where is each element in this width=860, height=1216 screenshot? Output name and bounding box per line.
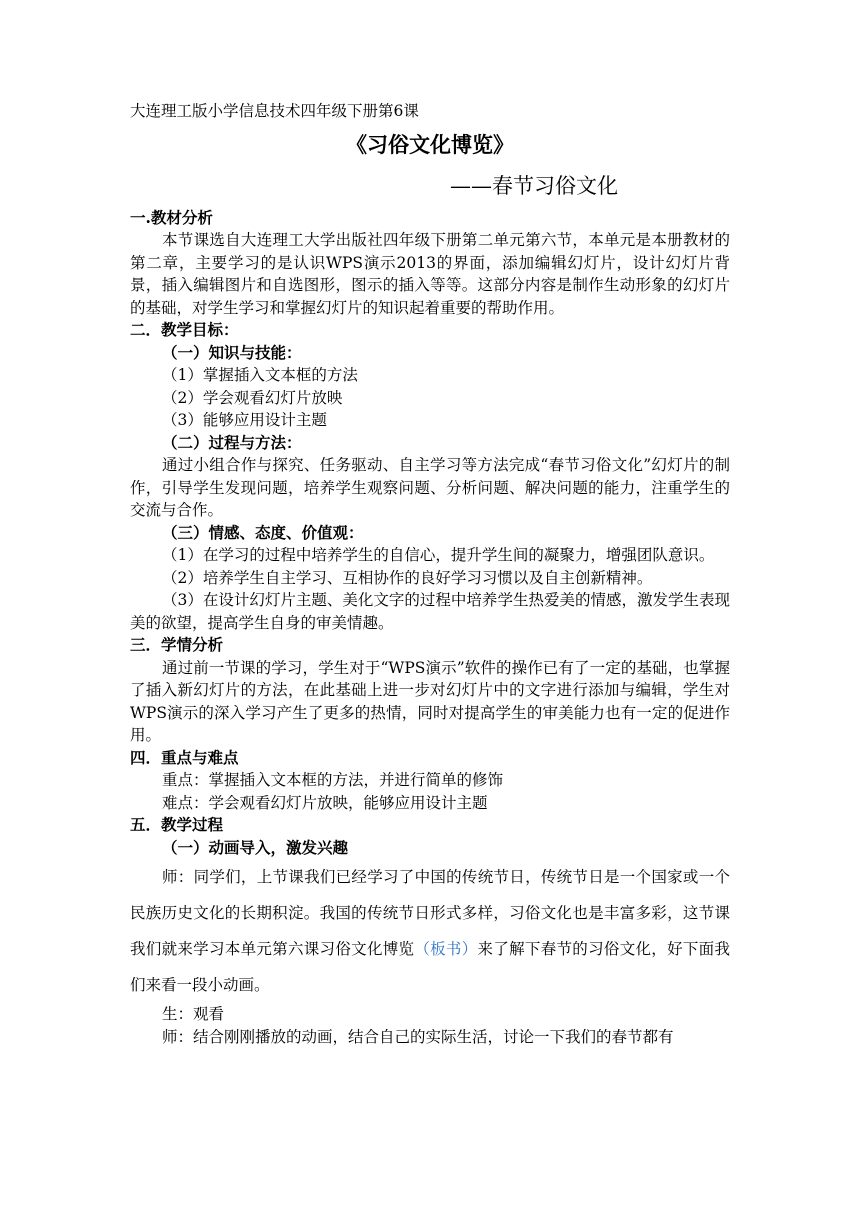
materials-paragraph: 本节课选自大连理工大学出版社四年级下册第二单元第六节，本单元是本册教材的第二章，主要学习的是认识WPS演示2013的界面，添加编辑幻灯片，设计幻灯片背景，插入编辑图片和自选图形，图示的插入等等。这部分内容是制作生动形象的幻灯片的基础，对学生学习和掌握幻灯片的知识起着重要的帮助作用。 bbox=[130, 231, 730, 317]
process-step-heading: （一）动画导入，激发兴趣 bbox=[162, 837, 349, 857]
document-title: 《习俗文化博览》 bbox=[346, 131, 514, 157]
teacher-dialogue-text: 来了解下春节的习俗文化，好下面我们来看一段小动画。 bbox=[130, 940, 730, 994]
objective-emotion-item: （2）培养学生自主学习、互相协作的良好学习习惯以及自主创新精神。 bbox=[162, 568, 653, 587]
objective-knowledge-heading: （一）知识与技能： bbox=[162, 342, 302, 362]
objective-knowledge-item: （2）学会观看幻灯片放映 bbox=[162, 388, 343, 407]
section-heading-learners: 三．学情分析 bbox=[130, 635, 224, 654]
objective-process-paragraph: 通过小组合作与探究、任务驱动、自主学习等方法完成“春节习俗文化”幻灯片的制作，引导学生发现问题，培养学生观察问题、分析问题、解决问题的能力，注重学生的交流与合作。 bbox=[130, 456, 730, 519]
student-dialogue-line: 生：观看 bbox=[162, 1005, 225, 1023]
objective-emotion-item: （1）在学习的过程中培养学生的自信心，提升学生间的凝聚力，增强团队意识。 bbox=[162, 546, 715, 564]
teacher-dialogue-paragraph bbox=[130, 859, 730, 1003]
objective-emotion-heading: （三）情感、态度、价值观： bbox=[162, 522, 364, 542]
section-heading-key-points: 四．重点与难点 bbox=[130, 747, 239, 767]
objective-emotion-item: （3）在设计幻灯片主题、美化文字的过程中培养学生热爱美的情感，激发学生表现美的欲望，提高学生自身的审美情趣。 bbox=[130, 591, 730, 632]
objective-process-heading: （二）过程与方法： bbox=[162, 432, 302, 452]
teacher-dialogue-text: 师：同学们，上节课我们已经学习了中国的传统节日，传统节日是一个国家或一个民族历史文化的长期积淀。我国的传统节日形式多样，习俗文化也是丰富多彩，这节课我们就来学习本单元第六课习俗文化博览 bbox=[130, 868, 730, 958]
course-line: 大连理工版小学信息技术四年级下册第6课 bbox=[130, 102, 419, 120]
section-heading-materials: 一.教材分析 bbox=[130, 207, 213, 227]
objective-knowledge-item: （3）能够应用设计主题 bbox=[162, 411, 327, 429]
teacher-dialogue-line: 师：结合刚刚播放的动画，结合自己的实际生活，讨论一下我们的春节都有 bbox=[162, 1027, 674, 1046]
board-note: （板书） bbox=[414, 940, 478, 958]
section-heading-process: 五．教学过程 bbox=[130, 815, 224, 834]
section-heading-objectives: 二．教学目标： bbox=[130, 320, 239, 339]
key-point-line: 重点：掌握插入文本框的方法，并进行简单的修饰 bbox=[162, 771, 504, 789]
objective-knowledge-item: （1）掌握插入文本框的方法 bbox=[162, 366, 358, 384]
document-body bbox=[130, 100, 730, 1048]
learners-paragraph: 通过前一节课的学习，学生对于“WPS演示”软件的操作已有了一定的基础，也掌握了插入新幻灯片的方法，在此基础上进一步对幻灯片中的文字进行添加与编辑，学生对WPS演示的深入学习产生了更多的热情，同时对提高学生的审美能力也有一定的促进作用。 bbox=[130, 658, 730, 744]
difficulty-line: 难点：学会观看幻灯片放映，能够应用设计主题 bbox=[162, 793, 488, 812]
document-subtitle: ——春节习俗文化 bbox=[450, 173, 618, 198]
